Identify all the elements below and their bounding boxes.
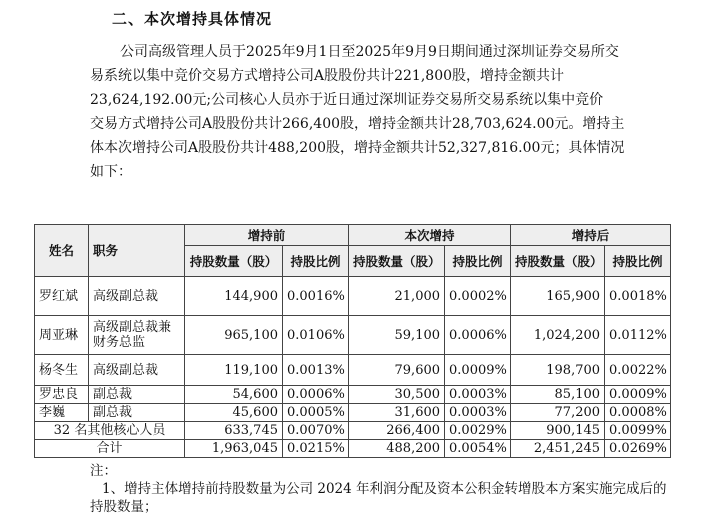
cell-name: 杨冬生 xyxy=(35,355,89,386)
cell-before-shares: 965,100 xyxy=(185,316,283,355)
cell-before-shares: 45,600 xyxy=(185,404,283,422)
cell-after-shares: 1,024,200 xyxy=(511,316,605,355)
cell-after-shares: 77,200 xyxy=(511,404,605,422)
cell-others-label: 32 名其他核心人员 xyxy=(35,422,185,440)
cell-after-ratio: 0.0269% xyxy=(605,440,671,458)
col-header-shares: 持股数量（股） xyxy=(349,246,445,277)
cell-after-ratio: 0.0008% xyxy=(605,404,671,422)
col-header-ratio: 持股比例 xyxy=(283,246,349,277)
cell-after-ratio: 0.0022% xyxy=(605,355,671,386)
cell-current-ratio: 0.0006% xyxy=(445,316,511,355)
note-line: 持股数量； xyxy=(90,499,158,515)
cell-current-shares: 79,600 xyxy=(349,355,445,386)
holdings-table xyxy=(34,224,671,458)
table-row xyxy=(35,404,671,422)
cell-after-ratio: 0.0018% xyxy=(605,277,671,316)
cell-before-ratio: 0.0013% xyxy=(283,355,349,386)
cell-before-shares: 119,100 xyxy=(185,355,283,386)
cell-after-shares: 900,145 xyxy=(511,422,605,440)
cell-before-shares: 1,963,045 xyxy=(185,440,283,458)
cell-current-shares: 30,500 xyxy=(349,386,445,404)
body-paragraph xyxy=(90,40,650,184)
cell-after-ratio: 0.0112% xyxy=(605,316,671,355)
cell-current-ratio: 0.0054% xyxy=(445,440,511,458)
cell-before-ratio: 0.0016% xyxy=(283,277,349,316)
section-title: 二、本次增持具体情况 xyxy=(112,10,273,28)
cell-position: 高级副总裁兼财务总监 xyxy=(89,316,185,355)
col-header-name: 姓名 xyxy=(35,225,89,277)
table-row xyxy=(35,386,671,404)
cell-position: 高级副总裁 xyxy=(89,277,185,316)
col-header-shares: 持股数量（股） xyxy=(511,246,605,277)
cell-before-ratio: 0.0106% xyxy=(283,316,349,355)
col-header-ratio: 持股比例 xyxy=(445,246,511,277)
cell-position: 副总裁 xyxy=(89,404,185,422)
table-row xyxy=(35,316,671,355)
cell-current-shares: 488,200 xyxy=(349,440,445,458)
cell-before-ratio: 0.0006% xyxy=(283,386,349,404)
cell-current-shares: 59,100 xyxy=(349,316,445,355)
cell-name: 周亚琳 xyxy=(35,316,89,355)
table-row-total xyxy=(35,440,671,458)
cell-position: 副总裁 xyxy=(89,386,185,404)
cell-before-ratio: 0.0070% xyxy=(283,422,349,440)
notes-section xyxy=(90,462,667,516)
table-row-others xyxy=(35,422,671,440)
cell-after-ratio: 0.0009% xyxy=(605,386,671,404)
group-header-after: 增持后 xyxy=(511,225,671,246)
cell-after-ratio: 0.0099% xyxy=(605,422,671,440)
table-row xyxy=(35,277,671,316)
cell-before-ratio: 0.0215% xyxy=(283,440,349,458)
cell-current-ratio: 0.0029% xyxy=(445,422,511,440)
paragraph-line: 如下： xyxy=(90,164,132,180)
cell-after-shares: 85,100 xyxy=(511,386,605,404)
paragraph-line: 23,624,192.00元;公司核心人员亦于近日通过深圳证券交易所交易系统以集中竞价 xyxy=(90,92,604,108)
cell-current-ratio: 0.0003% xyxy=(445,386,511,404)
paragraph-line: 公司高级管理人员于2025年9月1日至2025年9月9日期间通过深圳证券交易所交 xyxy=(120,44,619,60)
cell-before-ratio: 0.0005% xyxy=(283,404,349,422)
cell-current-ratio: 0.0009% xyxy=(445,355,511,386)
cell-before-shares: 633,745 xyxy=(185,422,283,440)
cell-position: 高级副总裁 xyxy=(89,355,185,386)
cell-current-shares: 21,000 xyxy=(349,277,445,316)
group-header-current: 本次增持 xyxy=(349,225,511,246)
cell-after-shares: 165,900 xyxy=(511,277,605,316)
cell-current-ratio: 0.0003% xyxy=(445,404,511,422)
cell-current-shares: 266,400 xyxy=(349,422,445,440)
table-row xyxy=(35,355,671,386)
cell-name: 李巍 xyxy=(35,404,89,422)
group-header-before: 增持前 xyxy=(185,225,349,246)
cell-before-shares: 144,900 xyxy=(185,277,283,316)
col-header-shares: 持股数量（股） xyxy=(185,246,283,277)
cell-name: 罗红斌 xyxy=(35,277,89,316)
cell-total-label: 合计 xyxy=(35,440,185,458)
cell-after-shares: 2,451,245 xyxy=(511,440,605,458)
col-header-position: 职务 xyxy=(89,225,185,277)
cell-name: 罗忠良 xyxy=(35,386,89,404)
paragraph-line: 体本次增持公司A股股份共计488,200股，增持金额共计52,327,816.00元；具体情况 xyxy=(90,140,625,156)
header-row-group xyxy=(35,225,671,246)
cell-current-ratio: 0.0002% xyxy=(445,277,511,316)
notes-label: 注： xyxy=(90,463,117,479)
col-header-ratio: 持股比例 xyxy=(605,246,671,277)
cell-after-shares: 198,700 xyxy=(511,355,605,386)
cell-current-shares: 31,600 xyxy=(349,404,445,422)
note-line: 1、增持主体增持前持股数量为公司 2024 年利润分配及资本公积金转增股本方案实施完成后的 xyxy=(102,481,667,497)
paragraph-line: 易系统以集中竞价交易方式增持公司A股股份共计221,800股，增持金额共计 xyxy=(90,68,565,84)
paragraph-line: 交易方式增持公司A股股份共计266,400股，增持金额共计28,703,624.00元。增持主 xyxy=(90,116,625,132)
cell-before-shares: 54,600 xyxy=(185,386,283,404)
